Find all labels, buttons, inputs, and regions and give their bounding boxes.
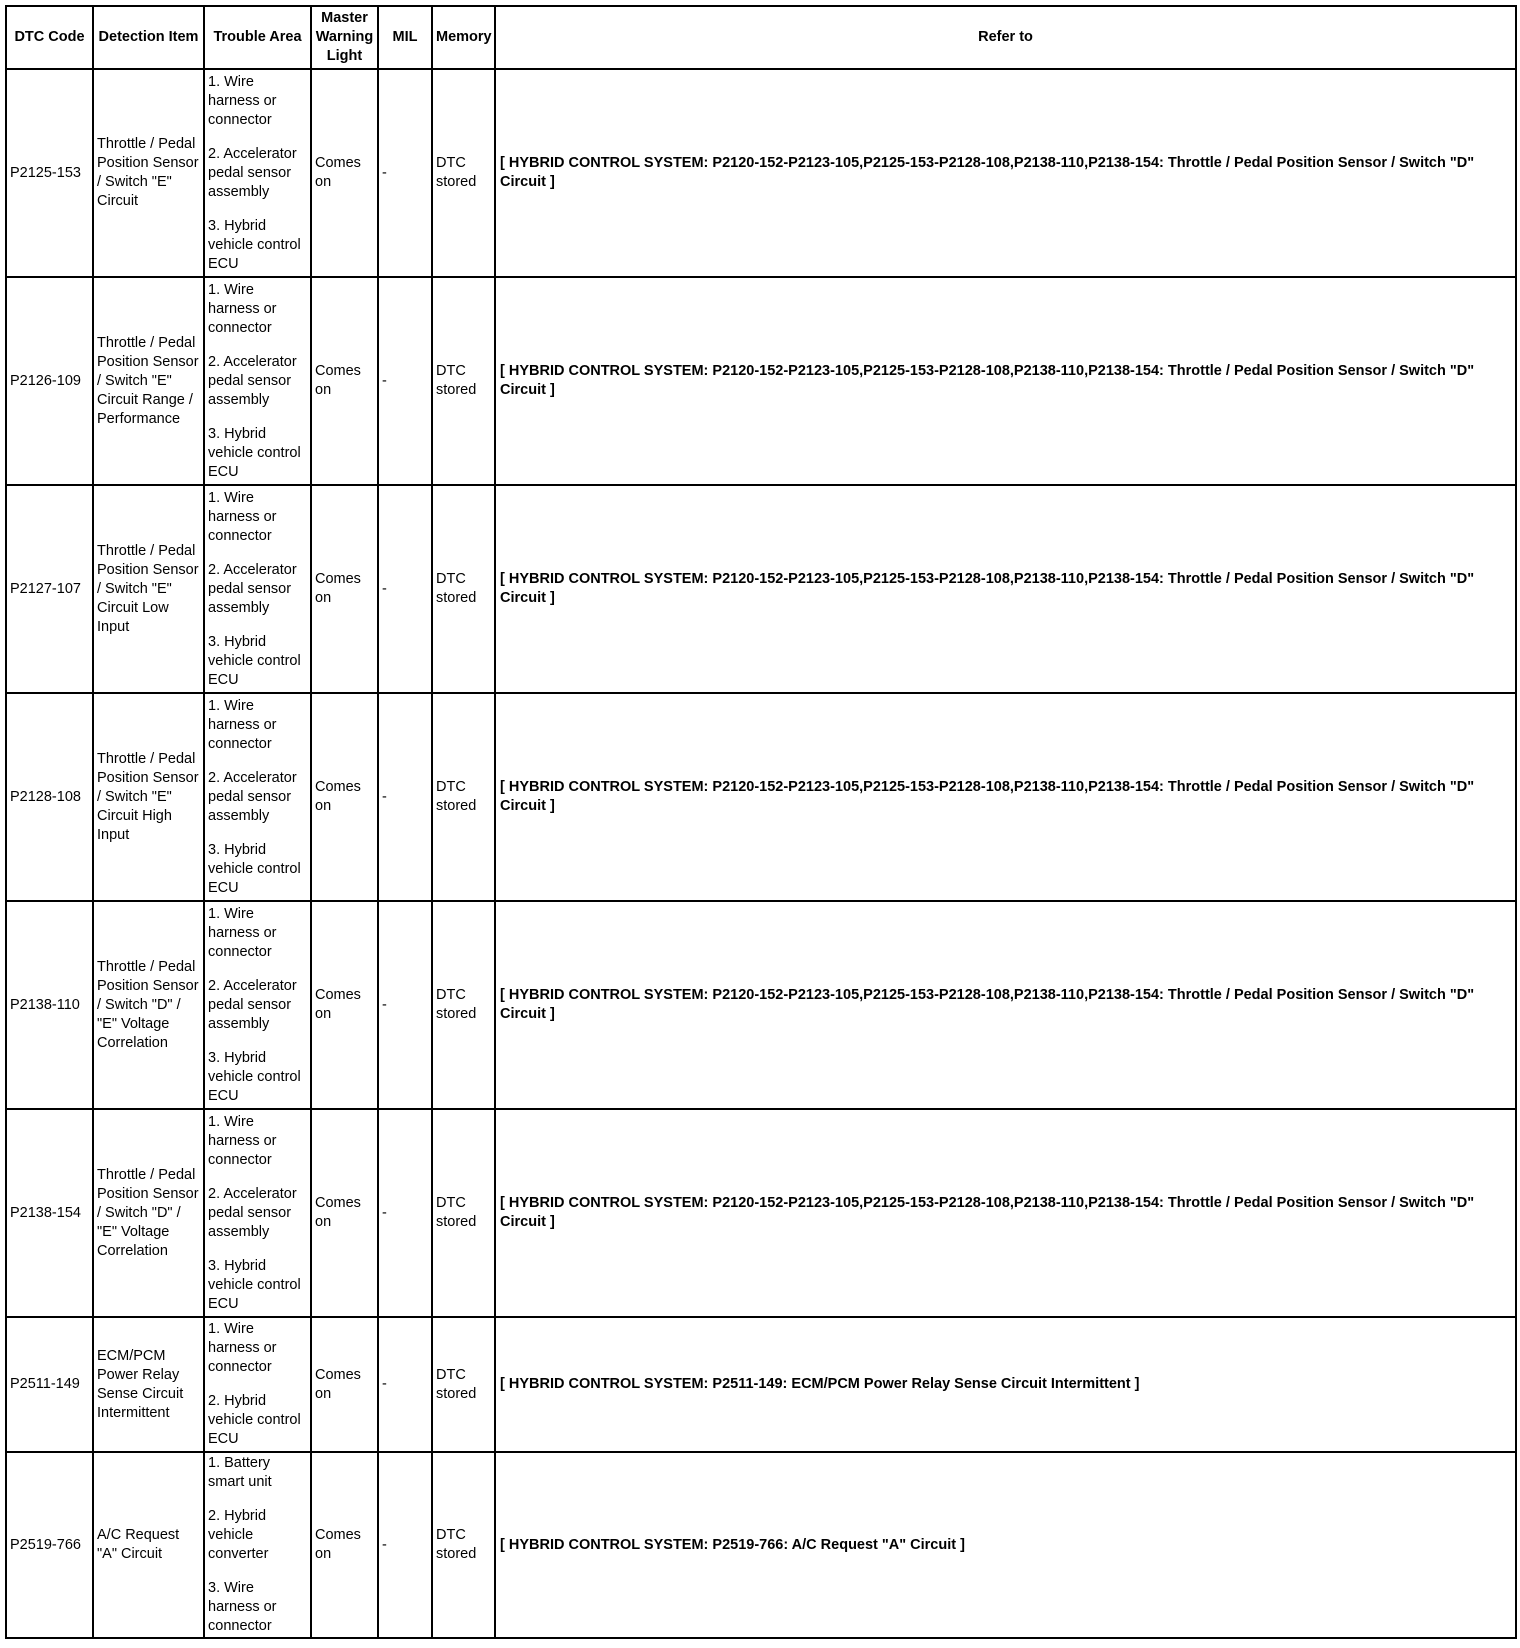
- detection-item-cell: Throttle / Pedal Position Sensor / Switch "E" Circuit: [93, 69, 204, 277]
- dtc-code-cell: P2128-108: [6, 693, 93, 901]
- detection-item-cell: A/C Request "A" Circuit: [93, 1452, 204, 1638]
- table-row: [6, 1317, 1516, 1452]
- mil-cell: -: [378, 1109, 432, 1317]
- trouble-area-cell: [204, 901, 311, 1109]
- trouble-area-item: 1. Wire harness or connector: [208, 489, 277, 544]
- table-row: [6, 1452, 1516, 1638]
- dtc-code-cell: P2126-109: [6, 277, 93, 485]
- mil-cell: -: [378, 901, 432, 1109]
- header-trouble-area: Trouble Area: [204, 6, 311, 69]
- trouble-area-item: 3. Hybrid vehicle control ECU: [208, 633, 301, 688]
- dtc-table-container: [5, 5, 1517, 1639]
- memory-cell: DTC stored: [432, 485, 495, 693]
- master-warning-light-cell: Comes on: [311, 693, 378, 901]
- table-row: [6, 69, 1516, 277]
- mil-cell: -: [378, 693, 432, 901]
- trouble-area-item: 3. Wire harness or connector: [208, 1580, 277, 1634]
- trouble-area-item: 2. Hybrid vehicle converter: [208, 1508, 269, 1562]
- header-master-warning-light: Master Warning Light: [311, 6, 378, 69]
- trouble-area-item: 1. Wire harness or connector: [208, 73, 277, 128]
- dtc-code-cell: P2511-149: [6, 1317, 93, 1452]
- trouble-area-item: 2. Accelerator pedal sensor assembly: [208, 1185, 297, 1240]
- refer-to-cell: [ HYBRID CONTROL SYSTEM: P2511-149: ECM/PCM Power Relay Sense Circuit Intermittent ]: [495, 1317, 1516, 1452]
- trouble-area-item: 2. Accelerator pedal sensor assembly: [208, 977, 297, 1032]
- memory-cell: DTC stored: [432, 693, 495, 901]
- trouble-area-item: 2. Accelerator pedal sensor assembly: [208, 353, 297, 408]
- trouble-area-cell: [204, 1109, 311, 1317]
- dtc-code-cell: P2519-766: [6, 1452, 93, 1638]
- memory-cell: DTC stored: [432, 277, 495, 485]
- trouble-area-cell: [204, 1452, 311, 1638]
- trouble-area-item: 2. Accelerator pedal sensor assembly: [208, 769, 297, 824]
- detection-item-cell: Throttle / Pedal Position Sensor / Switch "E" Circuit Low Input: [93, 485, 204, 693]
- mil-cell: -: [378, 277, 432, 485]
- dtc-code-cell: P2125-153: [6, 69, 93, 277]
- trouble-area-cell: [204, 693, 311, 901]
- detection-item-cell: Throttle / Pedal Position Sensor / Switch "D" / "E" Voltage Correlation: [93, 1109, 204, 1317]
- trouble-area-item: 1. Wire harness or connector: [208, 1113, 277, 1168]
- memory-cell: DTC stored: [432, 901, 495, 1109]
- memory-cell: DTC stored: [432, 1452, 495, 1638]
- trouble-area-item: 3. Hybrid vehicle control ECU: [208, 841, 301, 896]
- trouble-area-item: 2. Accelerator pedal sensor assembly: [208, 145, 297, 200]
- trouble-area-item: 3. Hybrid vehicle control ECU: [208, 425, 301, 480]
- detection-item-cell: Throttle / Pedal Position Sensor / Switch "D" / "E" Voltage Correlation: [93, 901, 204, 1109]
- refer-to-cell: [ HYBRID CONTROL SYSTEM: P2120-152-P2123-105,P2125-153-P2128-108,P2138-110,P2138-154: Throttle / Pedal Position Sensor / Switch "D" Circuit ]: [495, 69, 1516, 277]
- trouble-area-item: 3. Hybrid vehicle control ECU: [208, 217, 301, 272]
- refer-to-cell: [ HYBRID CONTROL SYSTEM: P2519-766: A/C Request "A" Circuit ]: [495, 1452, 1516, 1638]
- master-warning-light-cell: Comes on: [311, 1452, 378, 1638]
- master-warning-light-cell: Comes on: [311, 1317, 378, 1452]
- mil-cell: -: [378, 1317, 432, 1452]
- master-warning-light-cell: Comes on: [311, 485, 378, 693]
- dtc-code-cell: P2138-110: [6, 901, 93, 1109]
- trouble-area-item: 1. Wire harness or connector: [208, 697, 277, 752]
- header-refer-to: Refer to: [495, 6, 1516, 69]
- master-warning-light-cell: Comes on: [311, 69, 378, 277]
- trouble-area-cell: [204, 485, 311, 693]
- table-row: [6, 1109, 1516, 1317]
- dtc-code-cell: P2127-107: [6, 485, 93, 693]
- mil-cell: -: [378, 485, 432, 693]
- detection-item-cell: Throttle / Pedal Position Sensor / Switch "E" Circuit Range / Performance: [93, 277, 204, 485]
- trouble-area-item: 1. Wire harness or connector: [208, 1321, 277, 1375]
- refer-to-cell: [ HYBRID CONTROL SYSTEM: P2120-152-P2123-105,P2125-153-P2128-108,P2138-110,P2138-154: Throttle / Pedal Position Sensor / Switch "D" Circuit ]: [495, 277, 1516, 485]
- dtc-table: [5, 5, 1517, 1639]
- memory-cell: DTC stored: [432, 1317, 495, 1452]
- refer-to-cell: [ HYBRID CONTROL SYSTEM: P2120-152-P2123-105,P2125-153-P2128-108,P2138-110,P2138-154: Throttle / Pedal Position Sensor / Switch "D" Circuit ]: [495, 901, 1516, 1109]
- table-row: [6, 277, 1516, 485]
- trouble-area-item: 1. Wire harness or connector: [208, 281, 277, 336]
- trouble-area-item: 1. Battery smart unit: [208, 1455, 272, 1490]
- memory-cell: DTC stored: [432, 69, 495, 277]
- header-row: [6, 6, 1516, 69]
- header-detection-item: Detection Item: [93, 6, 204, 69]
- trouble-area-cell: [204, 1317, 311, 1452]
- refer-to-cell: [ HYBRID CONTROL SYSTEM: P2120-152-P2123-105,P2125-153-P2128-108,P2138-110,P2138-154: Throttle / Pedal Position Sensor / Switch "D" Circuit ]: [495, 1109, 1516, 1317]
- table-row: [6, 693, 1516, 901]
- header-memory: Memory: [432, 6, 495, 69]
- mil-cell: -: [378, 69, 432, 277]
- trouble-area-item: 3. Hybrid vehicle control ECU: [208, 1049, 301, 1104]
- master-warning-light-cell: Comes on: [311, 277, 378, 485]
- trouble-area-item: 2. Accelerator pedal sensor assembly: [208, 561, 297, 616]
- detection-item-cell: Throttle / Pedal Position Sensor / Switch "E" Circuit High Input: [93, 693, 204, 901]
- mil-cell: -: [378, 1452, 432, 1638]
- dtc-code-cell: P2138-154: [6, 1109, 93, 1317]
- trouble-area-cell: [204, 277, 311, 485]
- trouble-area-item: 1. Wire harness or connector: [208, 905, 277, 960]
- trouble-area-item: 2. Hybrid vehicle control ECU: [208, 1393, 301, 1447]
- table-row: [6, 901, 1516, 1109]
- master-warning-light-cell: Comes on: [311, 1109, 378, 1317]
- memory-cell: DTC stored: [432, 1109, 495, 1317]
- detection-item-cell: ECM/PCM Power Relay Sense Circuit Intermittent: [93, 1317, 204, 1452]
- header-dtc-code: DTC Code: [6, 6, 93, 69]
- refer-to-cell: [ HYBRID CONTROL SYSTEM: P2120-152-P2123-105,P2125-153-P2128-108,P2138-110,P2138-154: Throttle / Pedal Position Sensor / Switch "D" Circuit ]: [495, 693, 1516, 901]
- master-warning-light-cell: Comes on: [311, 901, 378, 1109]
- table-body: [6, 69, 1516, 1638]
- header-mil: MIL: [378, 6, 432, 69]
- refer-to-cell: [ HYBRID CONTROL SYSTEM: P2120-152-P2123-105,P2125-153-P2128-108,P2138-110,P2138-154: Throttle / Pedal Position Sensor / Switch "D" Circuit ]: [495, 485, 1516, 693]
- trouble-area-item: 3. Hybrid vehicle control ECU: [208, 1257, 301, 1312]
- trouble-area-cell: [204, 69, 311, 277]
- table-row: [6, 485, 1516, 693]
